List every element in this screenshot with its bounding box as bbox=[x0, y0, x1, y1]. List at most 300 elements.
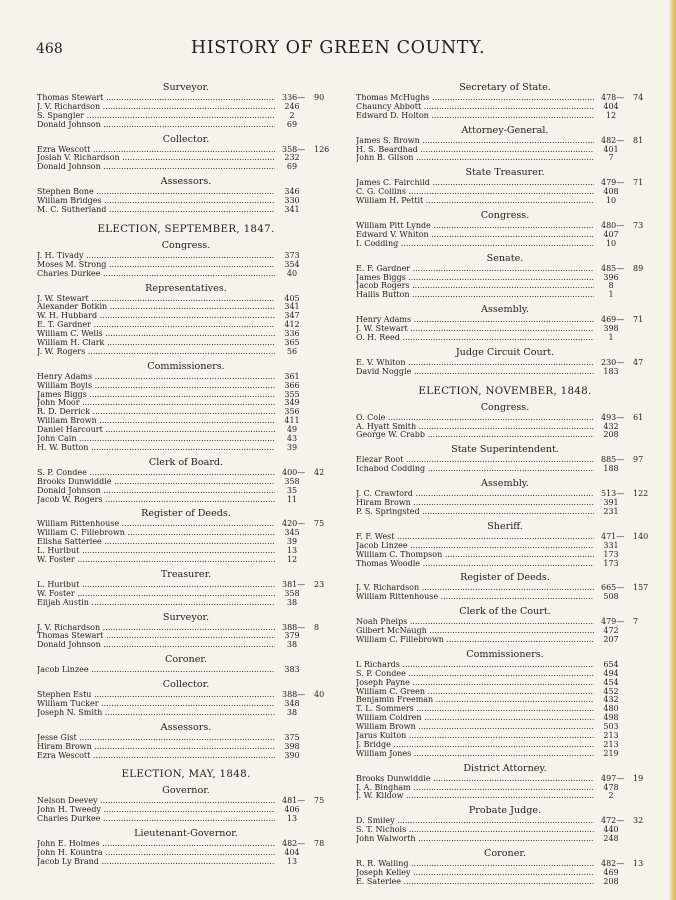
section-gap bbox=[37, 650, 335, 652]
vote-count: 494 bbox=[601, 670, 621, 679]
section-gap bbox=[37, 357, 335, 359]
majority: 32 bbox=[633, 816, 644, 826]
candidate-name: W. Foster ..... bbox=[37, 590, 275, 599]
candidate-name: David Noggle ..... bbox=[356, 368, 594, 377]
vote-count: 49 bbox=[282, 426, 302, 435]
candidate-name: William Boyls ..... bbox=[37, 382, 275, 391]
majority: 73 bbox=[633, 221, 644, 231]
candidate-row bbox=[37, 270, 335, 279]
vote-count: 388— bbox=[282, 690, 306, 700]
majority: 61 bbox=[633, 412, 644, 422]
candidate-name: Alexander Botkin ..... bbox=[37, 303, 275, 312]
section-gap bbox=[356, 343, 654, 345]
office-heading: Attorney-General. bbox=[461, 124, 549, 136]
section-gap bbox=[356, 568, 654, 570]
candidate-row bbox=[356, 112, 654, 121]
candidate-name: William H. Pettit ..... bbox=[356, 197, 594, 206]
candidate-row bbox=[37, 556, 335, 565]
majority: 81 bbox=[633, 135, 644, 145]
office-heading: Commissioners. bbox=[147, 360, 225, 372]
vote-count: 383 bbox=[282, 666, 302, 675]
vote-count: 420— bbox=[282, 519, 306, 529]
vote-count: 248 bbox=[601, 835, 621, 844]
section-gap bbox=[356, 474, 654, 476]
candidate-name: Ichabod Codding ..... bbox=[356, 465, 594, 474]
section-gap bbox=[356, 887, 654, 889]
candidate-name: John Cain ..... bbox=[37, 435, 275, 444]
candidate-name: Jesse Gist ..... bbox=[37, 734, 275, 743]
vote-count: 408 bbox=[601, 188, 621, 197]
office-heading: Senate. bbox=[486, 252, 524, 264]
election-heading: ELECTION, SEPTEMBER, 1847. bbox=[97, 222, 275, 235]
candidate-name: Josiah V. Richardson ..... bbox=[37, 154, 275, 163]
candidate-name: William C. Fillebrown ..... bbox=[356, 636, 594, 645]
vote-count: 479— bbox=[601, 178, 625, 188]
vote-count: 1 bbox=[601, 291, 621, 300]
majority: 90 bbox=[314, 93, 325, 102]
candidate-name: J. H. Tivady ..... bbox=[37, 252, 275, 261]
candidate-name: A. Hyatt Smith ..... bbox=[356, 423, 594, 432]
candidate-name: Chauncy Abbott ..... bbox=[356, 103, 594, 112]
vote-count: 35 bbox=[282, 487, 302, 496]
candidate-name: John H. Kountra ..... bbox=[37, 849, 275, 858]
candidate-name: Henry Adams ..... bbox=[356, 316, 594, 325]
candidate-row bbox=[356, 792, 654, 801]
candidate-name: James Biggs ..... bbox=[37, 391, 275, 400]
section-gap bbox=[356, 602, 654, 604]
majority: 8 bbox=[314, 622, 320, 632]
vote-count: 10 bbox=[601, 197, 621, 206]
candidate-row bbox=[37, 599, 335, 608]
section-gap bbox=[37, 279, 335, 281]
office-heading: Congress. bbox=[161, 239, 211, 251]
candidate-name: Joseph Kelley ..... bbox=[356, 869, 594, 878]
candidate-name: Jacob Rogers ..... bbox=[356, 282, 594, 291]
vote-count: 388— bbox=[282, 622, 306, 632]
vote-count: 479— bbox=[601, 617, 625, 627]
section-gap bbox=[37, 760, 335, 762]
vote-count: 432 bbox=[601, 696, 621, 705]
vote-count: 56 bbox=[282, 348, 302, 357]
page-title: HISTORY OF GREEN COUNTY. bbox=[190, 38, 486, 58]
vote-count: 173 bbox=[601, 560, 621, 569]
candidate-name: R. R. Walling ..... bbox=[356, 860, 594, 869]
majority: 122 bbox=[633, 489, 649, 499]
vote-count: 11 bbox=[282, 496, 302, 505]
candidate-name: Donald Johnson ..... bbox=[37, 163, 275, 172]
section-gap bbox=[37, 608, 335, 610]
candidate-name: W. H. Hubbard ..... bbox=[37, 312, 275, 321]
vote-count: 358 bbox=[282, 590, 302, 599]
candidate-name: William H. Clark ..... bbox=[37, 339, 275, 348]
vote-count: 346 bbox=[282, 188, 302, 197]
vote-count: 485— bbox=[601, 263, 625, 273]
candidate-name: Donald Johnson ..... bbox=[37, 121, 275, 130]
candidate-name: George W. Crabb ..... bbox=[356, 431, 594, 440]
candidate-row bbox=[356, 508, 654, 517]
vote-count: 391 bbox=[601, 499, 621, 508]
office-heading: Surveyor. bbox=[162, 82, 210, 93]
office-heading: Assessors. bbox=[160, 721, 212, 733]
majority: 75 bbox=[314, 519, 325, 529]
section-gap bbox=[356, 645, 654, 647]
candidate-name: E. T. Gardner ..... bbox=[37, 321, 275, 330]
office-heading: District Attorney. bbox=[463, 762, 547, 774]
candidate-name: William Coldren ..... bbox=[356, 714, 594, 723]
office-heading: Assembly. bbox=[481, 304, 529, 316]
page-edge-stain bbox=[669, 0, 676, 900]
candidate-name: Jacob Ly Brand ..... bbox=[37, 858, 275, 867]
office-heading: Coroner. bbox=[484, 847, 526, 859]
candidate-name: William C. Thompson ..... bbox=[356, 551, 594, 560]
candidate-name: Gilbert McNaugh ..... bbox=[356, 627, 594, 636]
candidate-row bbox=[37, 815, 335, 824]
office-heading: Judge Circuit Court. bbox=[455, 346, 555, 358]
vote-count: 12 bbox=[601, 112, 621, 121]
vote-count: 213 bbox=[601, 732, 621, 741]
candidate-row bbox=[37, 858, 335, 867]
candidate-name: D. Smiley ..... bbox=[356, 817, 594, 826]
vote-count: 398 bbox=[282, 743, 302, 752]
office-heading: Lieutenant-Governor. bbox=[134, 828, 238, 840]
candidate-name: E. Saterlee ..... bbox=[356, 878, 594, 887]
vote-count: 207 bbox=[601, 636, 621, 645]
candidate-name: William Rittenhouse ..... bbox=[356, 593, 594, 602]
section-gap bbox=[356, 300, 654, 302]
vote-count: 13 bbox=[282, 547, 302, 556]
candidate-name: James C. Fairchild ..... bbox=[356, 179, 594, 188]
candidate-name: J. W. Stewart ..... bbox=[356, 325, 594, 334]
office-heading: Governor. bbox=[162, 785, 210, 797]
candidate-name: Hiram Brown ..... bbox=[356, 499, 594, 508]
candidate-name: Joseph Payne ..... bbox=[356, 679, 594, 688]
vote-count: 355 bbox=[282, 391, 302, 400]
vote-count: 401 bbox=[601, 146, 621, 155]
candidate-name: William Rittenhouse ..... bbox=[37, 520, 275, 529]
vote-count: 469 bbox=[601, 869, 621, 878]
candidate-name: William Brown ..... bbox=[37, 417, 275, 426]
candidate-name: William Brown ..... bbox=[356, 723, 594, 732]
vote-count: 349 bbox=[282, 399, 302, 408]
vote-count: 365 bbox=[282, 339, 302, 348]
candidate-name: William C. Green ..... bbox=[356, 688, 594, 697]
office-heading: State Superintendent. bbox=[451, 444, 559, 456]
candidate-name: Joseph N. Smith ..... bbox=[37, 709, 275, 718]
section-gap bbox=[37, 781, 335, 783]
candidate-name: Ezra Wescott ..... bbox=[37, 752, 275, 761]
candidate-name: Charles Durkee ..... bbox=[37, 815, 275, 824]
candidate-name: S. P. Condee ..... bbox=[356, 670, 594, 679]
vote-count: 40 bbox=[282, 270, 302, 279]
vote-count: 39 bbox=[282, 444, 302, 453]
office-heading: Commissioners. bbox=[466, 648, 544, 660]
vote-count: 361 bbox=[282, 373, 302, 382]
office-heading: Clerk of the Court. bbox=[459, 606, 551, 618]
candidate-name: F. F. West ..... bbox=[356, 533, 594, 542]
vote-count: 336— bbox=[282, 93, 306, 102]
vote-count: 358— bbox=[282, 144, 306, 154]
candidate-name: Benjamin Freeman ..... bbox=[356, 696, 594, 705]
section-gap bbox=[37, 215, 335, 217]
majority: 71 bbox=[633, 178, 644, 188]
candidate-name: Nelson Deevey ..... bbox=[37, 797, 275, 806]
vote-count: 13 bbox=[282, 815, 302, 824]
candidate-row bbox=[37, 206, 335, 215]
vote-count: 13 bbox=[282, 858, 302, 867]
candidate-name: Edward V. Whiton ..... bbox=[356, 231, 594, 240]
candidate-name: Brooks Dunwiddie ..... bbox=[356, 775, 594, 784]
vote-count: 341 bbox=[282, 206, 302, 215]
candidate-row bbox=[37, 163, 335, 172]
section-gap bbox=[356, 844, 654, 846]
candidate-name: S. Spangler ..... bbox=[37, 112, 275, 121]
candidate-name: John Walworth ..... bbox=[356, 835, 594, 844]
vote-count: 406 bbox=[282, 806, 302, 815]
candidate-row bbox=[37, 709, 335, 718]
candidate-row bbox=[356, 240, 654, 249]
section-gap bbox=[37, 824, 335, 826]
section-gap bbox=[356, 249, 654, 251]
vote-count: 356 bbox=[282, 408, 302, 417]
candidate-name: J. A. Bingham ..... bbox=[356, 784, 594, 793]
majority: 74 bbox=[633, 93, 644, 102]
office-heading: Collector. bbox=[162, 133, 210, 145]
section-gap bbox=[37, 718, 335, 720]
vote-count: 400— bbox=[282, 467, 306, 477]
majority: 47 bbox=[633, 357, 644, 367]
vote-count: 230— bbox=[601, 357, 625, 367]
vote-count: 219 bbox=[601, 750, 621, 759]
vote-count: 2 bbox=[601, 792, 621, 801]
section-gap bbox=[356, 163, 654, 165]
candidate-row bbox=[356, 835, 654, 844]
right-column bbox=[356, 80, 654, 886]
candidate-name: L Richards ..... bbox=[356, 661, 594, 670]
candidate-name: Charles Durkee ..... bbox=[37, 270, 275, 279]
section-gap bbox=[356, 801, 654, 803]
vote-count: 341 bbox=[282, 303, 302, 312]
majority: 13 bbox=[633, 858, 644, 868]
candidate-row bbox=[37, 496, 335, 505]
majority: 157 bbox=[633, 583, 649, 593]
vote-count: 472— bbox=[601, 816, 625, 826]
vote-count: 69 bbox=[282, 121, 302, 130]
candidate-name: John Moor ..... bbox=[37, 399, 275, 408]
candidate-name: Elijah Austin ..... bbox=[37, 599, 275, 608]
vote-count: 43 bbox=[282, 435, 302, 444]
vote-count: 347 bbox=[282, 312, 302, 321]
candidate-name: Stephen Bone ..... bbox=[37, 188, 275, 197]
candidate-name: Jacob Linzee ..... bbox=[356, 542, 594, 551]
candidate-name: William Tucker ..... bbox=[37, 700, 275, 709]
candidate-row bbox=[37, 444, 335, 453]
candidate-name: Elezar Root ..... bbox=[356, 456, 594, 465]
vote-count: 336 bbox=[282, 330, 302, 339]
vote-count: 10 bbox=[601, 240, 621, 249]
candidate-name: J. W. Kildow ..... bbox=[356, 792, 594, 801]
candidate-row bbox=[356, 878, 654, 887]
candidate-name: J. Bridge ..... bbox=[356, 741, 594, 750]
vote-count: 373 bbox=[282, 252, 302, 261]
candidate-name: M. C. Sutherland ..... bbox=[37, 206, 275, 215]
vote-count: 39 bbox=[282, 538, 302, 547]
candidate-name: L. Hurlbut ..... bbox=[37, 547, 275, 556]
office-heading: Assembly. bbox=[481, 478, 529, 490]
vote-count: 480— bbox=[601, 221, 625, 231]
candidate-name: C. G. Collins ..... bbox=[356, 188, 594, 197]
vote-count: 481— bbox=[282, 796, 306, 806]
vote-count: 404 bbox=[601, 103, 621, 112]
vote-count: 330 bbox=[282, 197, 302, 206]
section-gap bbox=[356, 206, 654, 208]
vote-count: 1 bbox=[601, 334, 621, 343]
vote-count: 654 bbox=[601, 661, 621, 670]
vote-count: 454 bbox=[601, 679, 621, 688]
office-heading: Register of Deeds. bbox=[141, 508, 231, 520]
candidate-name: John H. Tweedy ..... bbox=[37, 806, 275, 815]
office-heading: Secretary of State. bbox=[459, 82, 551, 93]
vote-count: 358 bbox=[282, 478, 302, 487]
majority: 7 bbox=[633, 617, 639, 627]
vote-count: 440 bbox=[601, 826, 621, 835]
candidate-name: John B. Gilson ..... bbox=[356, 154, 594, 163]
office-heading: Surveyor. bbox=[162, 611, 210, 623]
vote-count: 345 bbox=[282, 529, 302, 538]
candidate-name: J. W. Stewart ..... bbox=[37, 295, 275, 304]
vote-count: 38 bbox=[282, 599, 302, 608]
majority: 89 bbox=[633, 263, 644, 273]
candidate-row bbox=[356, 154, 654, 163]
candidate-row bbox=[356, 368, 654, 377]
vote-count: 404 bbox=[282, 849, 302, 858]
candidate-name: T. L. Sommers ..... bbox=[356, 705, 594, 714]
office-heading: Register of Deeds. bbox=[460, 572, 550, 584]
candidate-row bbox=[37, 121, 335, 130]
section-gap bbox=[37, 504, 335, 506]
vote-count: 469— bbox=[601, 315, 625, 325]
majority: 78 bbox=[314, 839, 325, 849]
section-gap bbox=[356, 398, 654, 400]
candidate-name: Stephen Estu ..... bbox=[37, 691, 275, 700]
candidate-name: Thomas Woodle ..... bbox=[356, 560, 594, 569]
candidate-name: J. C. Crawford ..... bbox=[356, 490, 594, 499]
majority: 97 bbox=[633, 455, 644, 465]
candidate-name: John E. Holmes ..... bbox=[37, 840, 275, 849]
candidate-name: Brooks Dunwiddie ..... bbox=[37, 478, 275, 487]
majority: 75 bbox=[314, 796, 325, 806]
vote-count: 2 bbox=[282, 112, 302, 121]
vote-count: 348 bbox=[282, 700, 302, 709]
candidate-name: Donald Johnson ..... bbox=[37, 641, 275, 650]
section-gap bbox=[37, 453, 335, 455]
candidate-name: Thomas Stewart ..... bbox=[37, 94, 275, 103]
candidate-name: William Jones ..... bbox=[356, 750, 594, 759]
office-heading: Congress. bbox=[480, 210, 530, 222]
candidate-row bbox=[356, 636, 654, 645]
vote-count: 213 bbox=[601, 741, 621, 750]
section-gap bbox=[356, 377, 654, 379]
vote-count: 412 bbox=[282, 321, 302, 330]
section-gap bbox=[356, 759, 654, 761]
section-gap bbox=[356, 121, 654, 123]
candidate-name: James S. Brown ..... bbox=[356, 137, 594, 146]
vote-count: 390 bbox=[282, 752, 302, 761]
candidate-name: J. V. Richardson ..... bbox=[37, 624, 275, 633]
vote-count: 379 bbox=[282, 632, 302, 641]
candidate-name: Donald Johnson ..... bbox=[37, 487, 275, 496]
vote-count: 381— bbox=[282, 579, 306, 589]
candidate-name: J. W. Rogers ..... bbox=[37, 348, 275, 357]
vote-count: 208 bbox=[601, 878, 621, 887]
candidate-name: E. F. Gardner ..... bbox=[356, 265, 594, 274]
vote-count: 398 bbox=[601, 325, 621, 334]
vote-count: 173 bbox=[601, 551, 621, 560]
vote-count: 69 bbox=[282, 163, 302, 172]
vote-count: 432 bbox=[601, 423, 621, 432]
candidate-row bbox=[37, 641, 335, 650]
candidate-name: William C. Fillebrown ..... bbox=[37, 529, 275, 538]
vote-count: 188 bbox=[601, 465, 621, 474]
candidate-row bbox=[356, 465, 654, 474]
vote-count: 411 bbox=[282, 417, 302, 426]
vote-count: 7 bbox=[601, 154, 621, 163]
vote-count: 8 bbox=[601, 282, 621, 291]
candidate-row bbox=[356, 197, 654, 206]
candidate-name: Jacob Linzee ..... bbox=[37, 666, 275, 675]
candidate-row bbox=[356, 593, 654, 602]
candidate-row bbox=[37, 666, 335, 675]
candidate-name: H. W. Button ..... bbox=[37, 444, 275, 453]
candidate-row bbox=[356, 560, 654, 569]
vote-count: 482— bbox=[601, 858, 625, 868]
candidate-name: S. T. Nichols ..... bbox=[356, 826, 594, 835]
vote-count: 665— bbox=[601, 583, 625, 593]
section-gap bbox=[37, 565, 335, 567]
candidate-name: S. P. Condee ..... bbox=[37, 469, 275, 478]
majority: 42 bbox=[314, 467, 325, 477]
vote-count: 232 bbox=[282, 154, 302, 163]
vote-count: 513— bbox=[601, 489, 625, 499]
candidate-name: Daniel Harcourt ..... bbox=[37, 426, 275, 435]
candidate-name: O. Cole ..... bbox=[356, 414, 594, 423]
office-heading: Representatives. bbox=[145, 282, 227, 294]
office-heading: Treasurer. bbox=[160, 568, 212, 580]
candidate-name: Elisha Satterlee ..... bbox=[37, 538, 275, 547]
majority: 19 bbox=[633, 773, 644, 783]
vote-count: 331 bbox=[601, 542, 621, 551]
section-gap bbox=[37, 675, 335, 677]
vote-count: 407 bbox=[601, 231, 621, 240]
candidate-name: R. D. Derrick ..... bbox=[37, 408, 275, 417]
vote-count: 208 bbox=[601, 431, 621, 440]
majority: 126 bbox=[314, 144, 330, 154]
candidate-name: Henry Adams ..... bbox=[37, 373, 275, 382]
office-heading: State Treasurer. bbox=[465, 167, 545, 179]
vote-count: 493— bbox=[601, 412, 625, 422]
candidate-name: Noah Phelps ..... bbox=[356, 618, 594, 627]
candidate-name: William Bridges ..... bbox=[37, 197, 275, 206]
candidate-name: J. V. Richardson ..... bbox=[356, 584, 594, 593]
section-gap bbox=[37, 172, 335, 174]
section-gap bbox=[356, 517, 654, 519]
candidate-name: Thomas McHughs ..... bbox=[356, 94, 594, 103]
candidate-row bbox=[356, 431, 654, 440]
vote-count: 396 bbox=[601, 274, 621, 283]
vote-count: 482— bbox=[601, 135, 625, 145]
candidate-name: James Biggs ..... bbox=[356, 274, 594, 283]
majority: 140 bbox=[633, 531, 649, 541]
vote-count: 503 bbox=[601, 723, 621, 732]
